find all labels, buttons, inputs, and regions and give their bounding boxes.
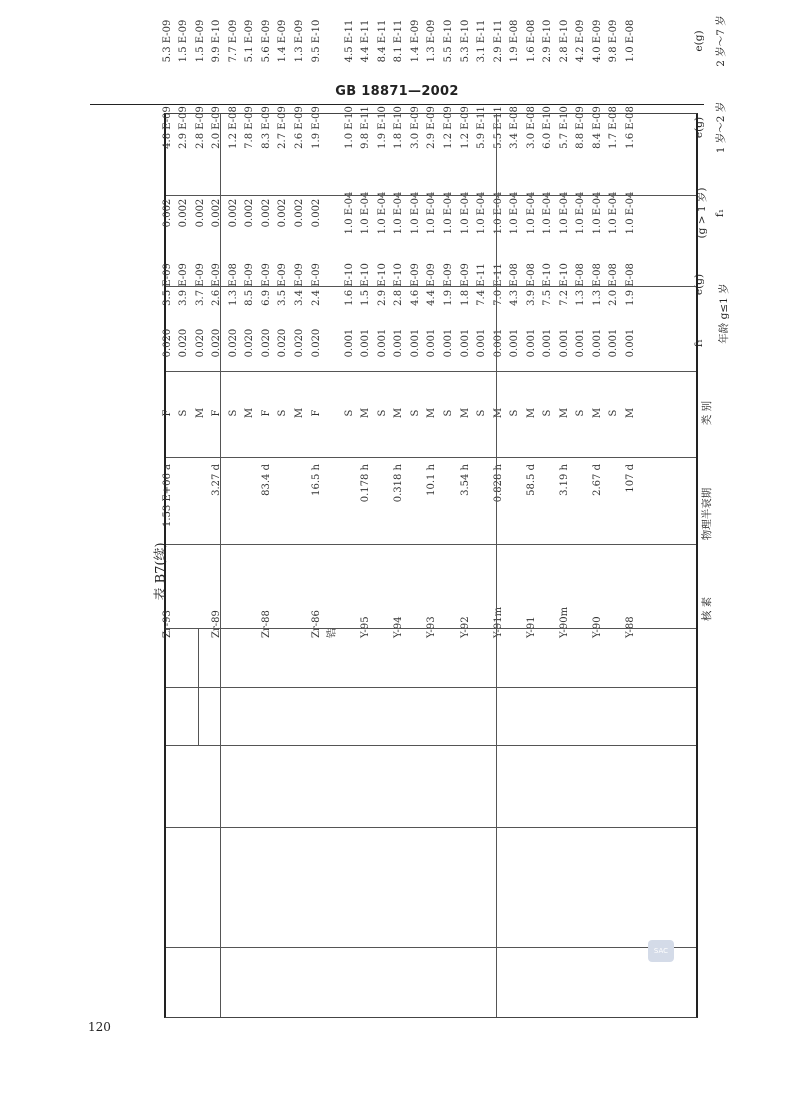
cell-f1: 0.001 — [343, 328, 355, 358]
cell-e0: 3.5 E-09 — [277, 263, 289, 306]
cell-e2: 1.6 E-08 — [525, 19, 537, 63]
cell-f1b: 0.002 — [194, 198, 206, 228]
cell-half-life: 10.1 h — [426, 464, 438, 496]
sac-watermark-stamp: SAC — [648, 940, 674, 962]
cell-e1: 8.4 E-09 — [591, 106, 603, 149]
cell-f1: 0.001 — [509, 328, 521, 358]
cell-e1: 4.8 E-09 — [161, 106, 173, 149]
cell-e0: 2.0 E-08 — [608, 263, 620, 306]
cell-e1: 1.9 E-10 — [376, 106, 388, 149]
cell-type: S — [409, 409, 421, 417]
cell-f1: 0.020 — [244, 328, 256, 358]
cell-e1: 2.6 E-09 — [294, 106, 305, 149]
cell-type: M — [525, 407, 537, 419]
cell-e1: 5.5 E-11 — [492, 106, 504, 149]
cell-f1: 0.001 — [591, 328, 603, 358]
cell-e1: 1.2 E-09 — [459, 106, 471, 149]
cell-half-life: 107 d — [625, 464, 636, 493]
cell-e2: 7.7 E-09 — [227, 19, 239, 63]
cell-f1: 0.001 — [625, 328, 636, 358]
grid-hline — [166, 827, 696, 828]
cell-nuclide: Y-91 — [525, 616, 537, 638]
cell-f1: 0.020 — [310, 328, 322, 358]
cell-f1b: 1.0 E-04 — [360, 191, 372, 235]
cell-e1: 3.4 E-08 — [509, 106, 521, 149]
cell-e2: 4.5 E-11 — [343, 19, 355, 63]
cell-e2: 4.0 E-09 — [591, 19, 603, 63]
cell-nuclide: Y-90 — [591, 616, 603, 638]
cell-type: M — [360, 407, 372, 419]
cell-nuclide: Zr-86 — [310, 610, 322, 638]
cell-nuclide: Y-94 — [393, 616, 405, 638]
cell-f1b: 0.002 — [294, 198, 305, 228]
cell-f1b: 1.0 E-04 — [476, 191, 488, 235]
grid-hline — [166, 544, 696, 545]
cell-e2: 2.9 E-10 — [542, 19, 554, 63]
cell-f1b: 1.0 E-04 — [442, 191, 454, 235]
grid-vline — [496, 114, 497, 1017]
cell-e0: 2.8 E-10 — [393, 263, 405, 306]
cell-e0: 1.9 E-09 — [442, 263, 454, 306]
cell-e1: 8.3 E-09 — [260, 106, 272, 149]
cell-f1: 0.001 — [426, 328, 438, 358]
cell-type: S — [542, 409, 554, 417]
cell-type: S — [476, 409, 488, 417]
cell-f1: 0.001 — [442, 328, 454, 358]
grid-hline — [166, 947, 696, 948]
cell-type: F — [310, 409, 322, 417]
cell-e0: 2.6 E-09 — [211, 263, 223, 306]
grid-hline — [166, 457, 696, 458]
cell-f1: 0.001 — [575, 328, 587, 358]
cell-e0: 2.9 E-10 — [376, 263, 388, 306]
grid-hline — [166, 745, 696, 746]
cell-f1b: 1.0 E-04 — [591, 191, 603, 235]
cell-f1: 0.020 — [211, 328, 223, 358]
cell-f1: 0.020 — [161, 328, 173, 358]
cell-type: M — [492, 407, 504, 419]
cell-f1: 0.020 — [277, 328, 289, 358]
cell-type: S — [376, 409, 388, 417]
header-f1: f₁ — [693, 338, 705, 348]
cell-e1: 5.9 E-11 — [476, 106, 488, 149]
cell-f1: 0.020 — [294, 328, 305, 358]
cell-nuclide: Zr-88 — [260, 610, 272, 638]
cell-f1: 0.001 — [393, 328, 405, 358]
cell-nuclide: Zr-93 — [161, 610, 173, 638]
cell-half-life: 3.19 h — [558, 464, 570, 496]
cell-type: M — [393, 407, 405, 419]
cell-f1: 0.001 — [608, 328, 620, 358]
cell-e0: 3.5 E-09 — [161, 263, 173, 306]
cell-e2: 5.1 E-09 — [244, 19, 256, 63]
header-age-1-2: 1 岁～2 岁 — [715, 101, 727, 154]
cell-e0: 4.3 E-08 — [509, 263, 521, 306]
grid-hline — [166, 687, 696, 688]
cell-e0: 1.6 E-10 — [343, 263, 355, 306]
cell-e1: 1.6 E-08 — [625, 106, 636, 149]
grid-vline — [220, 114, 221, 1017]
cell-type: S — [608, 409, 620, 417]
cell-f1b: 1.0 E-04 — [492, 191, 504, 235]
cell-e2: 5.5 E-10 — [442, 19, 454, 63]
cell-f1b: 1.0 E-04 — [625, 191, 636, 235]
cell-e0: 7.0 E-11 — [492, 263, 504, 306]
cell-e0: 3.4 E-09 — [294, 263, 305, 306]
cell-nuclide: 锆 — [327, 628, 339, 638]
cell-f1: 0.001 — [409, 328, 421, 358]
header-age-2-7: 2 岁～7 岁 — [715, 15, 727, 67]
cell-e2: 1.9 E-08 — [509, 19, 521, 63]
cell-f1: 0.020 — [227, 328, 239, 358]
cell-e1: 1.2 E-09 — [442, 106, 454, 149]
cell-e0: 3.9 E-09 — [178, 263, 190, 306]
cell-f1b: 1.0 E-04 — [575, 191, 587, 235]
cell-e2: 5.3 E-09 — [161, 19, 173, 63]
cell-nuclide: Y-92 — [459, 616, 471, 638]
cell-e0: 2.4 E-09 — [310, 263, 322, 306]
cell-e2: 4.2 E-09 — [575, 19, 587, 63]
cell-e2: 1.5 E-09 — [194, 19, 206, 63]
cell-f1: 0.001 — [542, 328, 554, 358]
cell-f1: 0.001 — [492, 328, 504, 358]
grid-hline — [166, 628, 696, 629]
cell-e0: 3.9 E-08 — [525, 263, 537, 306]
header-nuclide: 核 素 — [701, 596, 713, 622]
cell-e1: 6.0 E-10 — [542, 106, 554, 149]
age-group-divider — [198, 628, 199, 745]
cell-f1b: 0.002 — [178, 198, 190, 228]
cell-e1: 1.7 E-08 — [608, 106, 620, 149]
cell-type: S — [178, 409, 190, 417]
cell-e0: 7.5 E-10 — [542, 263, 554, 306]
cell-e2: 1.3 E-09 — [426, 19, 438, 63]
cell-type: F — [260, 409, 272, 417]
cell-nuclide: Y-91m — [492, 606, 504, 638]
cell-e1: 2.8 E-09 — [194, 106, 206, 149]
cell-type: M — [459, 407, 471, 419]
cell-e2: 8.4 E-11 — [376, 19, 388, 63]
cell-f1: 0.001 — [360, 328, 372, 358]
cell-e1: 1.2 E-08 — [227, 106, 239, 149]
cell-f1b: 1.0 E-04 — [608, 191, 620, 235]
cell-e0: 1.3 E-08 — [575, 263, 587, 306]
cell-e1: 5.7 E-10 — [558, 106, 570, 149]
cell-half-life: 83.4 d — [260, 464, 272, 496]
cell-e2: 5.3 E-10 — [459, 19, 471, 63]
cell-type: S — [227, 409, 239, 417]
cell-e1: 3.0 E-09 — [409, 106, 421, 149]
cell-half-life: 0.828 h — [492, 464, 504, 503]
cell-e2: 3.1 E-11 — [476, 19, 488, 63]
cell-e1: 2.9 E-09 — [426, 106, 438, 149]
cell-nuclide: Y-88 — [625, 616, 636, 638]
cell-nuclide: Zr-89 — [211, 610, 223, 638]
cell-e0: 8.5 E-09 — [244, 263, 256, 306]
cell-f1b: 1.0 E-04 — [459, 191, 471, 235]
cell-e0: 1.3 E-08 — [591, 263, 603, 306]
cell-e2: 9.9 E-10 — [211, 19, 223, 63]
cell-type: F — [161, 409, 173, 417]
page-header-standard: GB 18871—2002 — [335, 84, 459, 99]
cell-f1b: 1.0 E-04 — [376, 191, 388, 235]
cell-e1: 1.9 E-09 — [310, 106, 322, 149]
cell-e1: 1.0 E-10 — [343, 106, 355, 149]
cell-f1b: 0.002 — [260, 198, 272, 228]
cell-e0: 6.9 E-09 — [260, 263, 272, 306]
cell-type: S — [343, 409, 355, 417]
cell-f1b: 1.0 E-04 — [426, 191, 438, 235]
cell-f1: 0.020 — [260, 328, 272, 358]
header-age-group: 年龄 g≤1 岁 — [718, 283, 730, 344]
cell-e1: 2.7 E-09 — [277, 106, 289, 149]
page-number: 120 — [88, 1020, 111, 1034]
cell-e0: 7.4 E-11 — [476, 263, 488, 306]
header-type: 类 别 — [701, 400, 713, 426]
cell-type: F — [211, 409, 223, 417]
cell-type: M — [591, 407, 603, 419]
cell-f1b: 1.0 E-04 — [525, 191, 537, 235]
cell-e0: 4.4 E-09 — [426, 263, 438, 306]
cell-e2: 1.4 E-09 — [277, 19, 289, 63]
cell-e0: 1.8 E-09 — [459, 263, 471, 306]
cell-f1: 0.020 — [194, 328, 206, 358]
cell-e1: 3.0 E-08 — [525, 106, 537, 149]
cell-e2: 2.8 E-10 — [558, 19, 570, 63]
header-eg: e(g) — [693, 273, 705, 296]
cell-f1b: 0.002 — [161, 198, 173, 228]
cell-type: M — [294, 407, 305, 419]
cell-e1: 1.8 E-10 — [393, 106, 405, 149]
cell-f1b: 0.002 — [277, 198, 289, 228]
cell-f1b: 0.002 — [310, 198, 322, 228]
cell-type: M — [194, 407, 206, 419]
cell-e2: 1.4 E-09 — [409, 19, 421, 63]
cell-e0: 1.5 E-10 — [360, 263, 372, 306]
cell-f1: 0.001 — [376, 328, 388, 358]
cell-half-life: 0.318 h — [393, 464, 405, 503]
cell-e1: 9.8 E-11 — [360, 106, 372, 149]
cell-e2: 4.4 E-11 — [360, 19, 372, 63]
cell-f1b: 1.0 E-04 — [542, 191, 554, 235]
cell-type: M — [625, 407, 636, 419]
cell-e2: 8.1 E-11 — [393, 19, 405, 63]
cell-e0: 1.9 E-08 — [625, 263, 636, 306]
header-half-life: 物理半衰期 — [701, 487, 713, 541]
cell-half-life: 16.5 h — [310, 464, 322, 496]
cell-e0: 4.6 E-09 — [409, 263, 421, 306]
cell-e2: 1.5 E-09 — [178, 19, 190, 63]
table-caption: 表 B7(续) — [153, 542, 169, 601]
cell-e2: 9.8 E-09 — [608, 19, 620, 63]
cell-e1: 2.0 E-09 — [211, 106, 223, 149]
cell-type: M — [244, 407, 256, 419]
cell-f1: 0.001 — [459, 328, 471, 358]
cell-nuclide: Y-95 — [360, 616, 372, 638]
header-f1-over1-sub: (g > 1 岁) — [696, 187, 708, 239]
header-eg-e2: e(g) — [693, 30, 705, 52]
cell-f1b: 1.0 E-04 — [509, 191, 521, 235]
cell-f1: 0.001 — [476, 328, 488, 358]
grid-hline — [166, 286, 696, 287]
cell-f1: 0.020 — [178, 328, 190, 358]
cell-f1b: 0.002 — [211, 198, 223, 228]
grid-hline — [166, 371, 696, 372]
cell-e2: 9.5 E-10 — [310, 19, 322, 63]
cell-e2: 1.0 E-08 — [625, 19, 636, 63]
cell-f1: 0.001 — [525, 328, 537, 358]
grid-hline — [166, 195, 696, 196]
cell-half-life: 58.5 d — [525, 464, 537, 496]
cell-type: M — [426, 407, 438, 419]
cell-f1b: 1.0 E-04 — [558, 191, 570, 235]
cell-f1b: 1.0 E-04 — [343, 191, 355, 235]
cell-e2: 2.9 E-11 — [492, 19, 504, 63]
cell-f1b: 0.002 — [227, 198, 239, 228]
cell-half-life: 1.53 E+06 a — [161, 464, 173, 527]
cell-e0: 7.2 E-10 — [558, 263, 570, 306]
cell-e1: 2.9 E-09 — [178, 106, 190, 149]
cell-type: M — [558, 407, 570, 419]
cell-type: S — [575, 409, 587, 417]
cell-e1: 8.8 E-09 — [575, 106, 587, 149]
cell-e2: 1.3 E-09 — [294, 19, 305, 63]
cell-type: S — [442, 409, 454, 417]
cell-half-life: 2.67 d — [591, 464, 603, 496]
cell-e0: 3.7 E-09 — [194, 263, 206, 306]
cell-type: S — [509, 409, 521, 417]
cell-half-life: 3.27 d — [211, 464, 223, 496]
cell-nuclide: Y-90m — [558, 606, 570, 638]
header-eg-e1: e(g) — [693, 116, 705, 139]
cell-type: S — [277, 409, 289, 417]
cell-e0: 1.3 E-08 — [227, 263, 239, 306]
cell-f1b: 1.0 E-04 — [393, 191, 405, 235]
cell-f1b: 1.0 E-04 — [409, 191, 421, 235]
header-f1-over1: f₁ — [714, 208, 726, 218]
cell-f1: 0.001 — [558, 328, 570, 358]
cell-half-life: 3.54 h — [459, 464, 471, 496]
cell-e2: 5.6 E-09 — [260, 19, 272, 63]
cell-e1: 7.8 E-09 — [244, 106, 256, 149]
cell-nuclide: Y-93 — [426, 616, 438, 638]
cell-f1b: 0.002 — [244, 198, 256, 228]
cell-half-life: 0.178 h — [360, 464, 372, 503]
